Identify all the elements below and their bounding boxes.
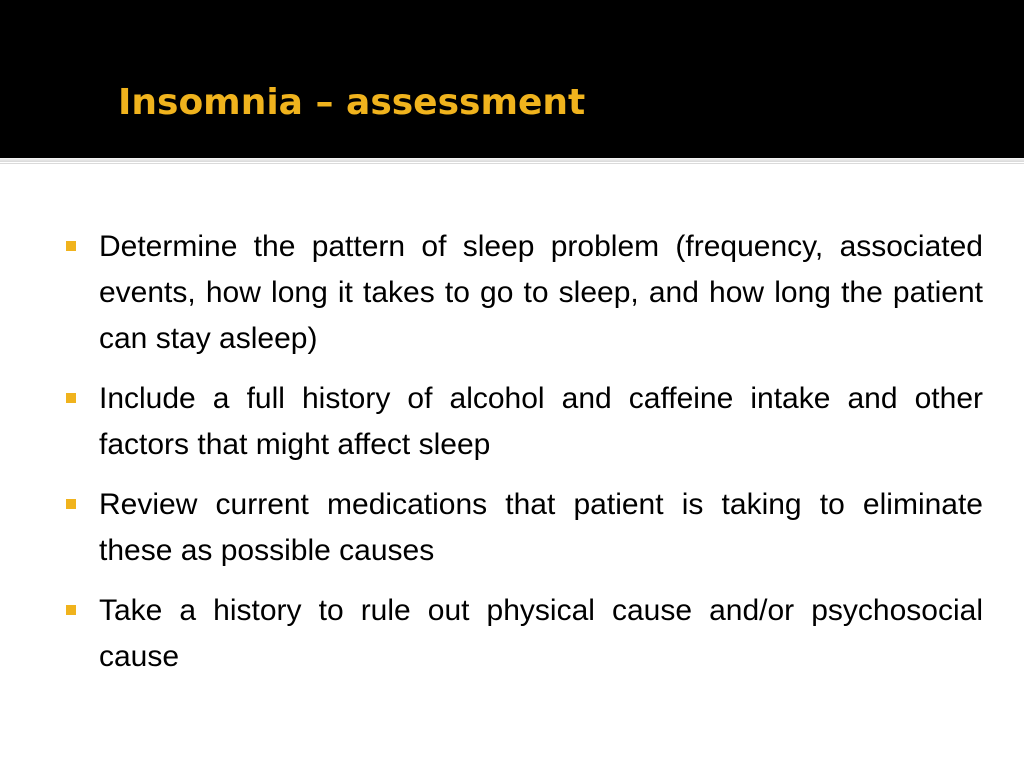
square-bullet-icon: [66, 241, 76, 251]
bullet-text: Review current medications that patient is taking to eliminate these as possible causes: [99, 488, 983, 567]
bullet-text: Include a full history of alcohol and caffeine intake and other factors that might affect sleep: [99, 382, 983, 461]
bullet-item-medications: [66, 482, 983, 574]
bullet-item-history: [66, 376, 983, 468]
bullet-item-causes: [66, 588, 983, 680]
square-bullet-icon: [66, 499, 76, 509]
bullet-text: Determine the pattern of sleep problem (frequency, associated events, how long it takes to go to sleep, and how long the patient can stay asleep): [99, 230, 983, 355]
title-divider: [0, 158, 1024, 167]
square-bullet-icon: [66, 393, 76, 403]
bullet-text: Take a history to rule out physical cause and/or psychosocial cause: [99, 594, 983, 673]
square-bullet-icon: [66, 605, 76, 615]
bullet-item-pattern: [66, 224, 983, 362]
bullet-list: [66, 224, 983, 694]
title-band: [0, 0, 1024, 158]
slide-title: Insomnia – assessment: [118, 82, 586, 123]
